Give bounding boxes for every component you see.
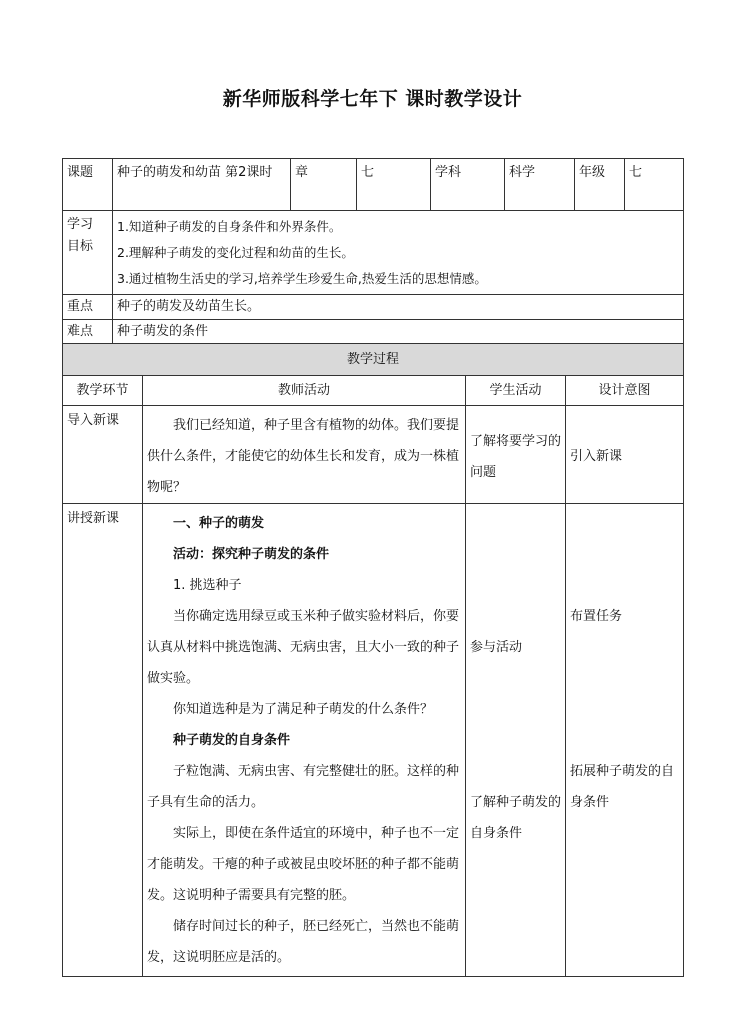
new-lesson-teacher xyxy=(143,504,466,977)
hard-value: 种子萌发的条件 xyxy=(113,320,684,345)
process-title-row xyxy=(63,344,684,376)
grade-value: 七 xyxy=(625,159,684,211)
lesson-info-table xyxy=(62,158,684,345)
intro-intent: 引入新课 xyxy=(566,406,684,504)
header-stage: 教学环节 xyxy=(63,376,143,406)
key-point-row xyxy=(63,295,684,320)
student-activity-1: 参与活动 xyxy=(470,640,523,655)
goal-item: 1.知道种子萌发的自身条件和外界条件。 xyxy=(117,219,342,234)
lesson-header-row xyxy=(63,159,684,211)
goals-label xyxy=(63,211,113,295)
key-label: 重点 xyxy=(63,295,113,320)
intro-student-text: 了解将要学习的问题 xyxy=(470,433,562,480)
new-lesson-stage: 讲授新课 xyxy=(63,504,143,977)
teacher-paragraph: 种子萌发的自身条件 xyxy=(173,733,291,748)
key-value: 种子的萌发及幼苗生长。 xyxy=(113,295,684,320)
goal-item: 2.理解种子萌发的变化过程和幼苗的生长。 xyxy=(117,245,354,260)
grade-label: 年级 xyxy=(575,159,625,211)
intro-student xyxy=(466,406,566,504)
goals-row xyxy=(63,211,684,295)
chapter-label: 章 xyxy=(291,159,357,211)
header-intent: 设计意图 xyxy=(566,376,684,406)
teacher-paragraph: 子粒饱满、无病虫害、有完整健壮的胚。这样的种子具有生命的活力。 xyxy=(147,764,460,810)
teacher-paragraph: 一、种子的萌发 xyxy=(173,516,265,531)
teacher-paragraph: 1. 挑选种子 xyxy=(173,578,242,593)
teacher-paragraph: 实际上，即使在条件适宜的环境中，种子也不一定才能萌发。干瘪的种子或被昆虫咬坏胚的种子都不能萌发。这说明种子需要具有完整的胚。 xyxy=(147,826,460,903)
subject-label: 学科 xyxy=(431,159,505,211)
student-activity-2: 了解种子萌发的自身条件 xyxy=(470,795,562,841)
goals-label-line-2: 目标 xyxy=(67,239,94,254)
page-title: 新华师版科学七年下 课时教学设计 xyxy=(222,88,523,110)
header-student: 学生活动 xyxy=(466,376,566,406)
subject-value: 科学 xyxy=(505,159,575,211)
intent-1: 布置任务 xyxy=(570,609,623,624)
teaching-process-table xyxy=(62,343,684,977)
lesson-value: 种子的萌发和幼苗 第2课时 xyxy=(113,159,291,211)
intro-teacher-text: 我们已经知道，种子里含有植物的幼体。我们要提供什么条件，才能使它的幼体生长和发育，成为一株植物呢？ xyxy=(147,418,460,495)
new-lesson-row xyxy=(63,504,684,977)
chapter-value: 七 xyxy=(357,159,431,211)
new-lesson-intent xyxy=(566,504,684,977)
intro-teacher xyxy=(143,406,466,504)
difficulty-row xyxy=(63,320,684,345)
intent-2: 拓展种子萌发的自身条件 xyxy=(570,764,675,810)
lesson-label: 课题 xyxy=(63,159,113,211)
goals-label-line-1: 学习 xyxy=(67,217,94,232)
goals-content xyxy=(113,211,684,295)
process-title: 教学过程 xyxy=(63,344,684,376)
process-header-row xyxy=(63,376,684,406)
teacher-paragraph: 活动：探究种子萌发的条件 xyxy=(173,547,330,562)
hard-label: 难点 xyxy=(63,320,113,345)
intro-stage: 导入新课 xyxy=(63,406,143,504)
teacher-paragraph: 当你确定选用绿豆或玉米种子做实验材料后，你要认真从材料中挑选饱满、无病虫害，且大小一致的种子做实验。 xyxy=(147,609,460,686)
new-lesson-student xyxy=(466,504,566,977)
goal-item: 3.通过植物生活史的学习,培养学生珍爱生命,热爱生活的思想情感。 xyxy=(117,271,487,286)
intro-row xyxy=(63,406,684,504)
teacher-paragraph: 储存时间过长的种子，胚已经死亡，当然也不能萌发，这说明胚应是活的。 xyxy=(147,919,460,965)
teacher-paragraph: 你知道选种是为了满足种子萌发的什么条件？ xyxy=(173,702,434,717)
header-teacher: 教师活动 xyxy=(143,376,466,406)
